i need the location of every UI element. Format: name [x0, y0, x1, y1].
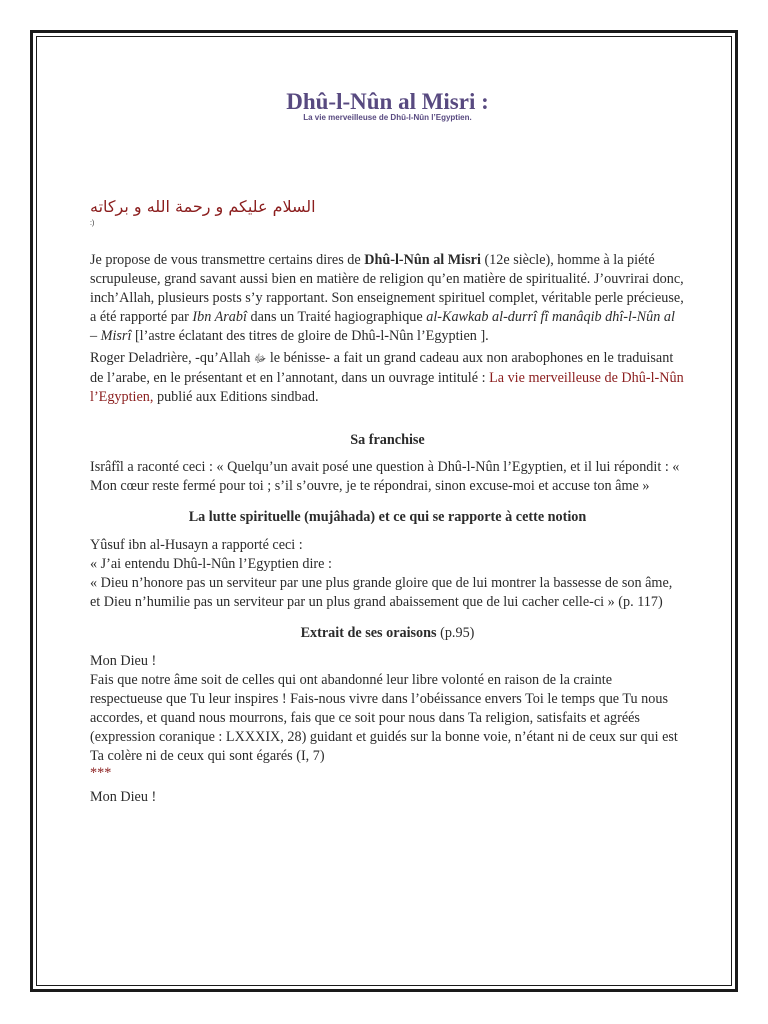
book-title: al-Kawkab al-durrî fî manâqib dhî-l-Nûn al – Misrî: [90, 309, 675, 344]
translator-paragraph: [90, 349, 685, 407]
franchise-text: Isrâfîl a raconté ceci : « Quelqu’un avait posé une question à Dhû-l-Nûn l’Egyptien, et il lui répondit : « Mon cœur reste fermé pour toi ; s’il s’ouvre, je te répondrai, sinon excuse-moi et accuse ton âme »: [90, 459, 680, 494]
honorific-symbol: ﷻ: [253, 353, 267, 365]
intro-text-c: dans un Traité hagiographique: [246, 309, 427, 325]
section-heading-oraisons: [90, 624, 685, 643]
ibn-arabi-name: Ibn Arabî: [192, 309, 247, 325]
translator-text-a: Roger Deladrière, -qu’Allah: [90, 350, 254, 366]
mujahada-line-1: Yûsuf ibn al-Husayn a rapporté ceci :: [90, 537, 303, 553]
page-subtitle: La vie merveilleuse de Dhû-l-Nûn l’Egyptien.: [303, 113, 472, 122]
intro-paragraph: [90, 251, 685, 346]
oraison-invocation-1: Mon Dieu !: [90, 653, 157, 669]
section-heading-franchise: Sa franchise: [350, 432, 425, 448]
oraison-invocation-2: Mon Dieu !: [90, 789, 157, 805]
intro-text-d: [l’astre éclatant des titres de gloire de Dhû-l-Nûn l’Egyptien ].: [131, 328, 489, 344]
section-heading-mujahada: La lutte spirituelle (mujâhada) et ce qui se rapporte à cette notion: [188, 509, 587, 525]
document-body: [90, 40, 685, 807]
oraison-prayer: Fais que notre âme soit de celles qui ont abandonné leur libre volonté en raison de la crainte respectueuse que Tu leur inspires ! Fais-nous vivre dans l’obéissance envers Toi le temps que Tu nous accordes, et quand nous mourrons, fais que ce soit pour nous dans Ta religion, satisfaits et agréés (expression coranique : LXXXIX, 28) guidant et guidés sur la bonne voie, n’étant ni de ceux sur qui est Ta colère ni de ceux qui sont égarés (I, 7): [90, 672, 678, 764]
intro-text-a: Je propose de vous transmettre certains dires de: [90, 252, 365, 268]
intro-text-b: (12e siècle), homme à la piété scrupuleuse, grand savant aussi bien en matière de religion qu’en matière de spiritualité. J’ouvrirai donc, inch’Allah, plusieurs posts s’y rapportant. Son enseignement spirituel complet, véritable perle précieuse, a été rapporté par: [90, 252, 684, 325]
translator-text-c: publié aux Editions sindbad.: [153, 389, 319, 405]
arabic-greeting: السلام عليكم و رحمة الله و بركاته: [90, 197, 316, 216]
mujahada-line-2: « J’ai entendu Dhû-l-Nûn l’Egyptien dire :: [90, 556, 332, 572]
oraisons-heading-text: Extrait de ses oraisons: [300, 625, 437, 641]
page-title: Dhû-l-Nûn al Misri :: [286, 89, 489, 114]
book-link[interactable]: La vie merveilleuse de Dhû-l-Nûn l’Egyptien,: [90, 370, 684, 405]
separator-stars: ***: [90, 765, 112, 781]
smiley-text: :): [90, 220, 95, 227]
mujahada-quote: « Dieu n’honore pas un serviteur par une plus grande gloire que de lui montrer la bassesse de son âme, et Dieu n’humilie pas un serviteur par un plus grand abaissement que de lui cacher celle-ci » (p. 117): [90, 575, 673, 610]
author-name: Dhû-l-Nûn al Misri: [364, 252, 481, 268]
oraisons-page-ref: (p.95): [436, 625, 475, 641]
translator-text-b: le bénisse- a fait un grand cadeau aux non arabophones en le traduisant de l’arabe, en le présentant et en l’annotant, dans un ouvrage intitulé :: [90, 350, 674, 386]
